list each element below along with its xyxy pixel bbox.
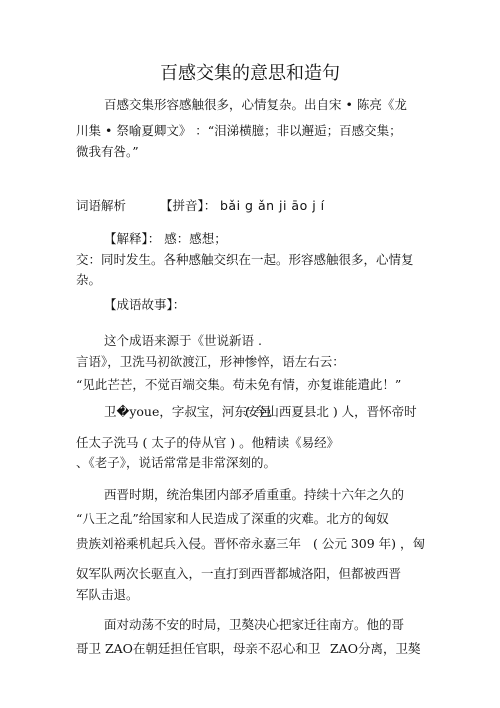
- story-p2-line-2: 任太子洗马 ( 太子的侍从官 ) 。他精读《易经》: [76, 435, 340, 450]
- story-p1-line-3: “见此芒芒，不觉百端交集。苟未免有情，亦复谁能遣此！”: [76, 377, 402, 392]
- story-p4-line-2a: 哥卫 ZAO在朝廷担任官职，母亲不忍心和卫: [76, 641, 321, 656]
- jieshi-line-3: 杂。: [76, 272, 102, 287]
- story-p2-line-1b: ( 今山西夏县北 ) 人，晋怀帝时: [245, 404, 417, 419]
- story-p3-line-3b: ( 公元 309 年) ，匈: [313, 536, 426, 551]
- story-p2-line-1a: 卫�youe，字叔宝，河东安邑: [104, 404, 272, 419]
- intro-line-2: 川集 • 祭喻夏卿文》 ：“泪涕横臆；非以邂逅；百感交集；: [76, 123, 402, 138]
- story-p1-line-2: 言语》，卫洗马初欲渡江，形神惨悴，语左右云：: [76, 354, 345, 369]
- story-p4-line-1: 面对动荡不安的时局，卫獒决心把家迁往南方。他的哥: [104, 617, 405, 632]
- story-p3-line-5: 军队击退。: [76, 587, 139, 602]
- jieshi-line-1: 【解释】： 感：感想；: [104, 231, 227, 246]
- gushi-label: 【成语故事】：: [104, 297, 186, 312]
- intro-line-3: 微我有咎。”: [76, 144, 139, 159]
- story-p1-line-1: 这个成语来源于《世说新语 .: [104, 333, 262, 348]
- story-p3-line-2: “八王之乱”给国家和人民造成了深重的灾难。北方的匈奴: [76, 511, 389, 526]
- story-p2-line-3: 、《老子》，说话常常是非常深刻的。: [76, 455, 277, 470]
- story-p3-line-4: 奴军队两次长驱直入，一直打到西晋都城洛阳，但都被西晋: [76, 566, 402, 581]
- cihui-label: 词语解析: [76, 198, 127, 213]
- pinyin-label: 【拼音】：: [160, 198, 217, 213]
- story-p3-line-3a: 贵族刘裕乘机起兵入侵。晋怀帝永嘉三年: [76, 536, 302, 551]
- story-p4-line-2b: ZAO分离，卫獒: [330, 641, 421, 656]
- intro-line-1: 百感交集形容感触很多，心情复杂。出自宋 • 陈亮《龙: [104, 97, 407, 112]
- story-p3-line-1: 西晋时期，统治集团内部矛盾重重。持续十六年之久的: [104, 487, 405, 502]
- page-title: 百感交集的意思和造句: [160, 63, 340, 84]
- jieshi-line-2: 交：同时发生。各种感触交织在一起。形容感触很多，心情复: [76, 252, 414, 267]
- pinyin-value: bǎi g ǎn ji āo j í: [220, 198, 325, 213]
